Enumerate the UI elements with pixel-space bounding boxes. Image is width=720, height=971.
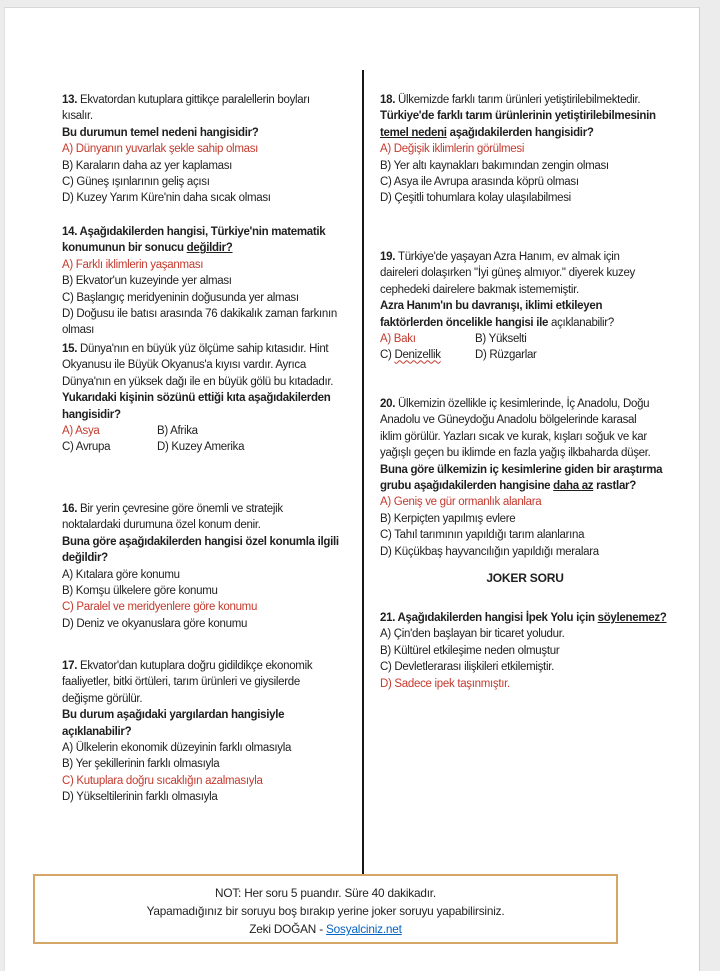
question-line bbox=[380, 298, 678, 314]
author-name: Zeki DOĞAN - bbox=[249, 922, 327, 936]
question-line bbox=[380, 676, 678, 692]
text-segment: C) bbox=[380, 349, 395, 362]
text-segment: Anadolu ve Güneydoğu Anadolu bölgelerinde karasal bbox=[380, 414, 637, 427]
question-line bbox=[380, 626, 678, 642]
question-line bbox=[62, 357, 362, 373]
question-line bbox=[62, 789, 362, 805]
text-segment: D) Yükseltilerinin farklı olmasıyla bbox=[62, 791, 218, 804]
text-segment: 16. bbox=[62, 503, 80, 515]
text-segment: Türkiye'de farklı tarım ürünlerinin yetiştirilebilmesinin bbox=[380, 110, 656, 123]
question-line bbox=[62, 141, 362, 157]
question-line bbox=[62, 517, 362, 533]
text-segment: açıklanabilir? bbox=[62, 725, 132, 738]
question-line bbox=[380, 190, 678, 206]
question-18 bbox=[380, 92, 678, 207]
question-line bbox=[62, 92, 362, 108]
text-segment: 18. bbox=[380, 94, 398, 106]
question-line bbox=[380, 174, 678, 190]
question-line bbox=[62, 707, 362, 723]
option-cell bbox=[62, 423, 157, 439]
text-segment: noktalardaki durumuna özel konum denir. bbox=[62, 519, 261, 532]
question-line bbox=[380, 527, 678, 543]
question-line bbox=[380, 659, 678, 675]
question-line bbox=[380, 445, 678, 461]
text-segment: değildir? bbox=[186, 242, 233, 255]
text-segment: D) Kuzey Yarım Küre'nin daha sıcak olması bbox=[62, 192, 271, 205]
text-segment: Ülkemizde farklı tarım ürünleri yetiştirilebilmektedir. bbox=[397, 94, 641, 106]
answer-option-highlighted: A) Geniş ve gür ormanlık alanlara bbox=[380, 496, 542, 509]
text-segment: C) Başlangıç meridyeninin doğusunda yer alması bbox=[62, 291, 299, 304]
option-cell bbox=[475, 333, 526, 345]
text-segment: B) Afrika bbox=[157, 424, 198, 437]
question-line bbox=[62, 599, 362, 615]
column-divider-line bbox=[362, 70, 364, 876]
question-15 bbox=[62, 341, 362, 456]
question-line bbox=[62, 174, 362, 190]
note-box bbox=[33, 874, 618, 944]
text-segment: olması bbox=[62, 324, 95, 337]
question-line bbox=[62, 273, 362, 289]
joker-section-heading: JOKER SORU bbox=[486, 571, 564, 585]
text-segment: D) Küçükbaş hayvancılığın yapıldığı meralara bbox=[380, 545, 599, 558]
answer-option-highlighted: A) Değişik iklimlerin görülmesi bbox=[380, 143, 525, 156]
answer-option-highlighted: A) Asya bbox=[62, 424, 100, 437]
question-line bbox=[62, 501, 362, 517]
text-segment: Dünya'nın en yüksek dağı ile en büyük gölü bu kıtadadır. bbox=[62, 375, 334, 388]
answer-option-highlighted: D) Sadece ipek taşınmıştır. bbox=[380, 677, 510, 690]
option-cell bbox=[157, 441, 244, 453]
question-line bbox=[380, 396, 678, 412]
question-line bbox=[62, 290, 362, 306]
text-segment: Türkiye'de yaşayan Azra Hanım, ev almak için bbox=[397, 251, 620, 263]
question-line bbox=[62, 341, 362, 357]
text-segment: C) Tahıl tarımının yapıldığı tarım alanlarına bbox=[380, 529, 585, 542]
question-13 bbox=[62, 92, 362, 207]
question-19 bbox=[380, 249, 678, 364]
option-row bbox=[380, 347, 678, 363]
question-line bbox=[62, 125, 362, 141]
text-segment: Buna göre ülkemizin iç kesimlerine giden bir araştırma bbox=[380, 463, 663, 476]
text-segment: açıklanabilir? bbox=[551, 316, 614, 329]
answer-option-highlighted: C) Paralel ve meridyenlere göre konumu bbox=[62, 601, 258, 614]
question-line bbox=[380, 158, 678, 174]
question-line bbox=[380, 494, 678, 510]
text-segment: Buna göre aşağıdakilerden hangisi özel konumla ilgili bbox=[62, 535, 339, 548]
text-segment: 20. bbox=[380, 398, 398, 410]
text-segment: C) Devletlerarası ilişkileri etkilemiştir. bbox=[380, 661, 554, 674]
text-segment: D) Kuzey Amerika bbox=[157, 441, 245, 454]
question-line bbox=[62, 616, 362, 632]
question-line bbox=[62, 534, 362, 550]
question-line bbox=[380, 92, 678, 108]
text-segment: 14. Aşağıdakilerden hangisi, Türkiye'nin matematik bbox=[62, 226, 326, 238]
text-segment: faaliyetler, bitki örtüleri, tarım ürünleri ve giysilerde bbox=[62, 676, 300, 689]
option-cell bbox=[62, 439, 157, 455]
text-segment: Bu durumun temel nedeni hangisidir? bbox=[62, 126, 259, 139]
question-line bbox=[380, 249, 678, 265]
answer-option-highlighted: A) Farklı iklimlerin yaşanması bbox=[62, 258, 204, 271]
note-line-3 bbox=[35, 920, 616, 938]
option-cell bbox=[380, 347, 475, 363]
text-segment: D) Deniz ve okyanuslara göre konumu bbox=[62, 617, 248, 630]
question-16 bbox=[62, 501, 362, 632]
text-segment: söylenemez? bbox=[597, 612, 667, 624]
text-segment: Bu durum aşağıdaki yargılardan hangisiyle bbox=[62, 709, 285, 722]
question-line bbox=[62, 257, 362, 273]
text-segment: A) Kıtalara göre konumu bbox=[62, 568, 180, 581]
text-segment: Azra Hanım'ın bu davranışı, iklimi etkileyen bbox=[380, 300, 603, 313]
question-line bbox=[62, 224, 362, 240]
question-line bbox=[380, 462, 678, 478]
question-line bbox=[380, 412, 678, 428]
question-line bbox=[380, 125, 678, 141]
website-link[interactable]: Sosyalciniz.net bbox=[326, 922, 402, 936]
question-line bbox=[62, 724, 362, 740]
text-segment: hangisidir? bbox=[62, 408, 121, 421]
question-line bbox=[62, 550, 362, 566]
text-segment: Yukarıdaki kişinin sözünü ettiği kıta aşağıdakilerden bbox=[62, 392, 331, 405]
question-line bbox=[380, 511, 678, 527]
text-segment: rastlar? bbox=[593, 479, 636, 492]
question-21 bbox=[380, 610, 678, 692]
text-segment: cephedeki dairelere bakmak istememiştir. bbox=[380, 283, 579, 296]
text-segment: C) Asya ile Avrupa arasında köprü olması bbox=[380, 175, 579, 188]
text-segment: Denizellik bbox=[394, 349, 441, 362]
text-segment: faktörlerden öncelikle hangisi ile bbox=[380, 316, 552, 329]
question-line bbox=[380, 108, 678, 124]
option-row bbox=[380, 331, 678, 347]
question-line bbox=[62, 567, 362, 583]
question-line bbox=[380, 282, 678, 298]
text-segment: değildir? bbox=[62, 552, 108, 565]
answer-option-highlighted: A) Bakı bbox=[380, 332, 416, 345]
text-segment: 15. bbox=[62, 343, 80, 355]
text-segment: aşağıdakilerden hangisidir? bbox=[446, 126, 594, 139]
question-line bbox=[62, 691, 362, 707]
text-segment: daha az bbox=[553, 479, 594, 492]
question-line bbox=[62, 158, 362, 174]
question-line bbox=[380, 544, 678, 560]
text-segment: temel nedeni bbox=[380, 126, 447, 139]
question-line bbox=[62, 740, 362, 756]
text-segment: daireleri dolaşırken "İyi güneş almıyor." diyerek kuzey bbox=[380, 267, 636, 280]
question-line bbox=[62, 240, 362, 256]
text-segment: 21. Aşağıdakilerden hangisi İpek Yolu için bbox=[380, 612, 598, 624]
question-line bbox=[62, 674, 362, 690]
question-line bbox=[62, 583, 362, 599]
text-segment: Ülkemizin özellikle iç kesimlerinde, İç Anadolu, Doğu bbox=[397, 398, 650, 410]
question-line bbox=[62, 322, 362, 338]
text-segment: 13. bbox=[62, 94, 80, 106]
text-segment: yağışlı geçen bu iklimde en fazla yağış ilkbaharda düşer. bbox=[380, 447, 651, 460]
text-segment: değişme görülür. bbox=[62, 692, 143, 705]
answer-option-highlighted: C) Kutuplara doğru sıcaklığın azalmasıyla bbox=[62, 774, 263, 787]
question-14 bbox=[62, 224, 362, 339]
text-segment: B) Ekvator'un kuzeyinde yer alması bbox=[62, 275, 232, 288]
text-segment: B) Kültürel etkileşime neden olmuştur bbox=[380, 644, 560, 657]
question-line bbox=[62, 407, 362, 423]
question-line bbox=[380, 141, 678, 157]
option-cell bbox=[380, 331, 475, 347]
question-line bbox=[380, 643, 678, 659]
text-segment: kısalır. bbox=[62, 110, 93, 123]
note-line-2: Yapamadığınız bir soruyu boş bırakıp yerine joker soruyu yapabilirsiniz. bbox=[146, 904, 505, 918]
text-segment: Bir yerin çevresine göre önemli ve stratejik bbox=[79, 503, 283, 515]
text-segment: 17. bbox=[62, 660, 80, 672]
option-row bbox=[62, 439, 362, 455]
text-segment: B) Yükselti bbox=[475, 332, 527, 345]
text-segment: Okyanusu ile Büyük Okyanus'a kıyısı vardır. Ayrıca bbox=[62, 359, 306, 372]
text-segment: C) Güneş ışınlarının geliş açısı bbox=[62, 175, 210, 188]
text-segment: D) Doğusu ile batısı arasında 76 dakikalık zaman farkının bbox=[62, 307, 338, 320]
text-segment: B) Yer altı kaynakları bakımından zengin olması bbox=[380, 159, 609, 172]
question-line bbox=[62, 390, 362, 406]
text-segment: B) Komşu ülkelere göre konumu bbox=[62, 584, 218, 597]
text-segment: B) Karaların daha az yer kaplaması bbox=[62, 159, 233, 172]
option-row bbox=[62, 423, 362, 439]
text-segment: konumunun bir sonucu bbox=[62, 242, 187, 255]
text-segment: D) Çeşitli tohumlara kolay ulaşılabilmesi bbox=[380, 192, 571, 205]
text-segment: Ekvator'dan kutuplara doğru gidildikçe ekonomik bbox=[79, 660, 313, 672]
text-segment: Ekvatordan kutuplara gittikçe paralellerin boyları bbox=[79, 94, 310, 106]
question-line bbox=[62, 658, 362, 674]
question-line bbox=[380, 610, 678, 626]
text-segment: B) Yer şekillerinin farklı olmasıyla bbox=[62, 758, 220, 771]
question-line bbox=[62, 773, 362, 789]
text-segment: A) Çin'den başlayan bir ticaret yoludur. bbox=[380, 628, 565, 641]
option-cell bbox=[157, 425, 198, 437]
text-segment: D) Rüzgarlar bbox=[475, 349, 537, 362]
question-line bbox=[380, 265, 678, 281]
question-line bbox=[380, 478, 678, 494]
text-segment: iklim görülür. Yazları sıcak ve kurak, kışları soğuk ve kar bbox=[380, 430, 647, 443]
text-segment: Dünya'nın en büyük yüz ölçüme sahip kıtasıdır. Hint bbox=[79, 343, 329, 355]
question-line bbox=[62, 108, 362, 124]
question-line bbox=[62, 306, 362, 322]
text-segment: grubu aşağıdakilerden hangisine bbox=[380, 479, 554, 492]
text-segment: A) Ülkelerin ekonomik düzeyinin farklı olmasıyla bbox=[62, 741, 292, 754]
question-17 bbox=[62, 658, 362, 806]
note-line-1: NOT: Her soru 5 puandır. Süre 40 dakikadır. bbox=[215, 886, 436, 900]
option-cell bbox=[475, 349, 537, 361]
question-20 bbox=[380, 396, 678, 560]
answer-option-highlighted: A) Dünyanın yuvarlak şekle sahip olması bbox=[62, 143, 259, 156]
question-line bbox=[62, 756, 362, 772]
text-segment: 19. bbox=[380, 251, 398, 263]
question-line bbox=[62, 374, 362, 390]
question-line bbox=[380, 315, 678, 331]
question-line bbox=[380, 429, 678, 445]
text-segment: B) Kerpiçten yapılmış evlere bbox=[380, 512, 516, 525]
text-segment: C) Avrupa bbox=[62, 441, 111, 454]
question-line bbox=[62, 190, 362, 206]
